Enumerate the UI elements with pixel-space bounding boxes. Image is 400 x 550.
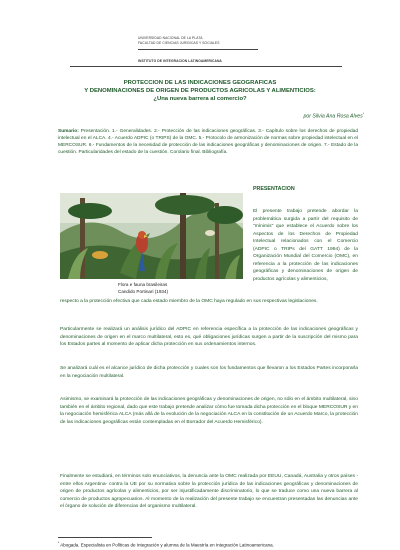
summary-label: Sumario:	[58, 129, 79, 134]
body-paragraph-3: Asimismo, se examinará la protección de las indicaciones geográficas y denominaciones de origen, no sólo en el ámbito multilateral, sino también en el ámbito regional, dado que este trabajo pretende analizar cómo fue tomada dicha protección en el bloque MERCOSUR y en la negociación hemisférica ALCA (más allá de la evolución de la negociación ALCA en la constitución de un Acuerdo Marco, la protección de las indicaciones geográficas están contempladas en el Borrador del Acuerdo Hemisférico).	[60, 397, 358, 425]
summary-text: Presentación. 1.- Generalidades. 2.- Protección de las indicaciones geográficas. 3.- Capítulo sobre los derechos de propiedad intelectual en el ALCA. 4.- Acuerdo ADPIC (o TRIPS) de la OMC. 5.- Protocolo de armonización de normas sobre propiedad intelectual en el MERCOSUR. 6.- Fundamentos de la necesidad de protección de las indicaciones geográficas y denominaciones de origen. 7.- Estado de la cuestión. Particularidades del estado de la cuestión. Corolario final. Bibliografía.	[58, 129, 358, 155]
footnote-mark: *	[58, 541, 60, 545]
body-paragraph-2: Se analizará cuál es el alcance jurídico de dicha protección y cuales son los fundamentos que llevaron a los Estados Partes incorporarla en la negociación multilateral.	[60, 366, 358, 379]
paper-title	[40, 79, 360, 103]
footnote-divider	[58, 537, 152, 538]
title-line-2: Y DENOMINACIONES DE ORIGEN DE PRODUCTOS AGRICOLAS Y ALIMENTICIOS:	[84, 88, 316, 94]
faculty-name: FACULTAD DE CIENCIAS JURIDICAS Y SOCIALES	[138, 41, 220, 45]
body-paragraph-4: Finalmente se estudiará, en términos solo enunciativos, la denuncia ante la OMC realizada por EEUU, Canadá, Australia y otros países -entre ellos Argentina- contra la UE por su normativa sobre la protección jurídica de las indicaciones geográficas y denominaciones de origen de productos agrícolas y alimenticios, por ser injustificadamente discriminatorio, lo que se traduce como una nueva barrera al comercio de productos agropecuarios. Al momento de la realización del presente trabajo se encuentran presentadas las denuncias ante el órgano de solución de diferencias del organismo multilateral.	[60, 474, 358, 510]
summary-block	[58, 128, 358, 156]
presentation-intro: El presente trabajo pretende abordar la problemática surgida a partir del requisito de "mínimis" que establece el Acuerdo sobre los Aspectos de los Derechos de Propiedad Intelectual relacionados con el Comercio (ADPIC o TRIPs del GATT 1994) de la Organización Mundial del Comercio (OMC), en referencia a la protección de las indicaciones geográficas y denominaciones de origen de productos agrícolas y alimenticios,	[253, 209, 358, 282]
footnote	[58, 540, 378, 549]
presentation-continuation: respecto a la protección efectiva que cada estado miembro de la OMC haya regulado en sus respectivas legislaciones.	[60, 299, 318, 304]
author-name: por Silvia Ana Rosa Alves	[303, 113, 363, 120]
title-line-3: ¿Una nueva barrera al comercio?	[153, 96, 247, 102]
author-footnote-ref: *	[362, 112, 364, 116]
figure-caption	[118, 282, 168, 295]
caption-line-1: Flora e fauna brasileiras	[118, 282, 168, 287]
footnote-text: Abogada. Especialista en Políticas de Integración y alumna de la Maestría en Integración Latinoamericana.	[59, 542, 274, 548]
title-line-1: PROTECCION DE LAS INDICACIONES GEOGRAFICAS	[123, 80, 277, 86]
university-name: UNIVERSIDAD NACIONAL DE LA PLATA	[138, 36, 203, 40]
body-paragraph-1: Particularmente se realizará un análisis jurídico del ADPIC en referencia específica a la protección de las indicaciones geográficas y denominaciones de origen en el marco multilateral, esto es, qué obligaciones jurídicas surgen a partir de la suscripción del mismo para los Estados partes al momento de aplicar dicha protección en sus ordenamientos internos.	[60, 327, 358, 348]
caption-line-2: Candido Portinari (1934)	[118, 288, 169, 294]
painting-illustration	[60, 193, 243, 279]
header-divider-long	[70, 66, 342, 67]
header-divider	[138, 49, 258, 50]
institution-header	[138, 36, 338, 46]
presentation-heading: PRESENTACION	[253, 186, 295, 192]
author-line	[303, 112, 364, 120]
institute-name: INSTITUTO DE INTEGRACION LATINOAMERICANA	[138, 59, 222, 63]
painting-image	[60, 193, 243, 279]
